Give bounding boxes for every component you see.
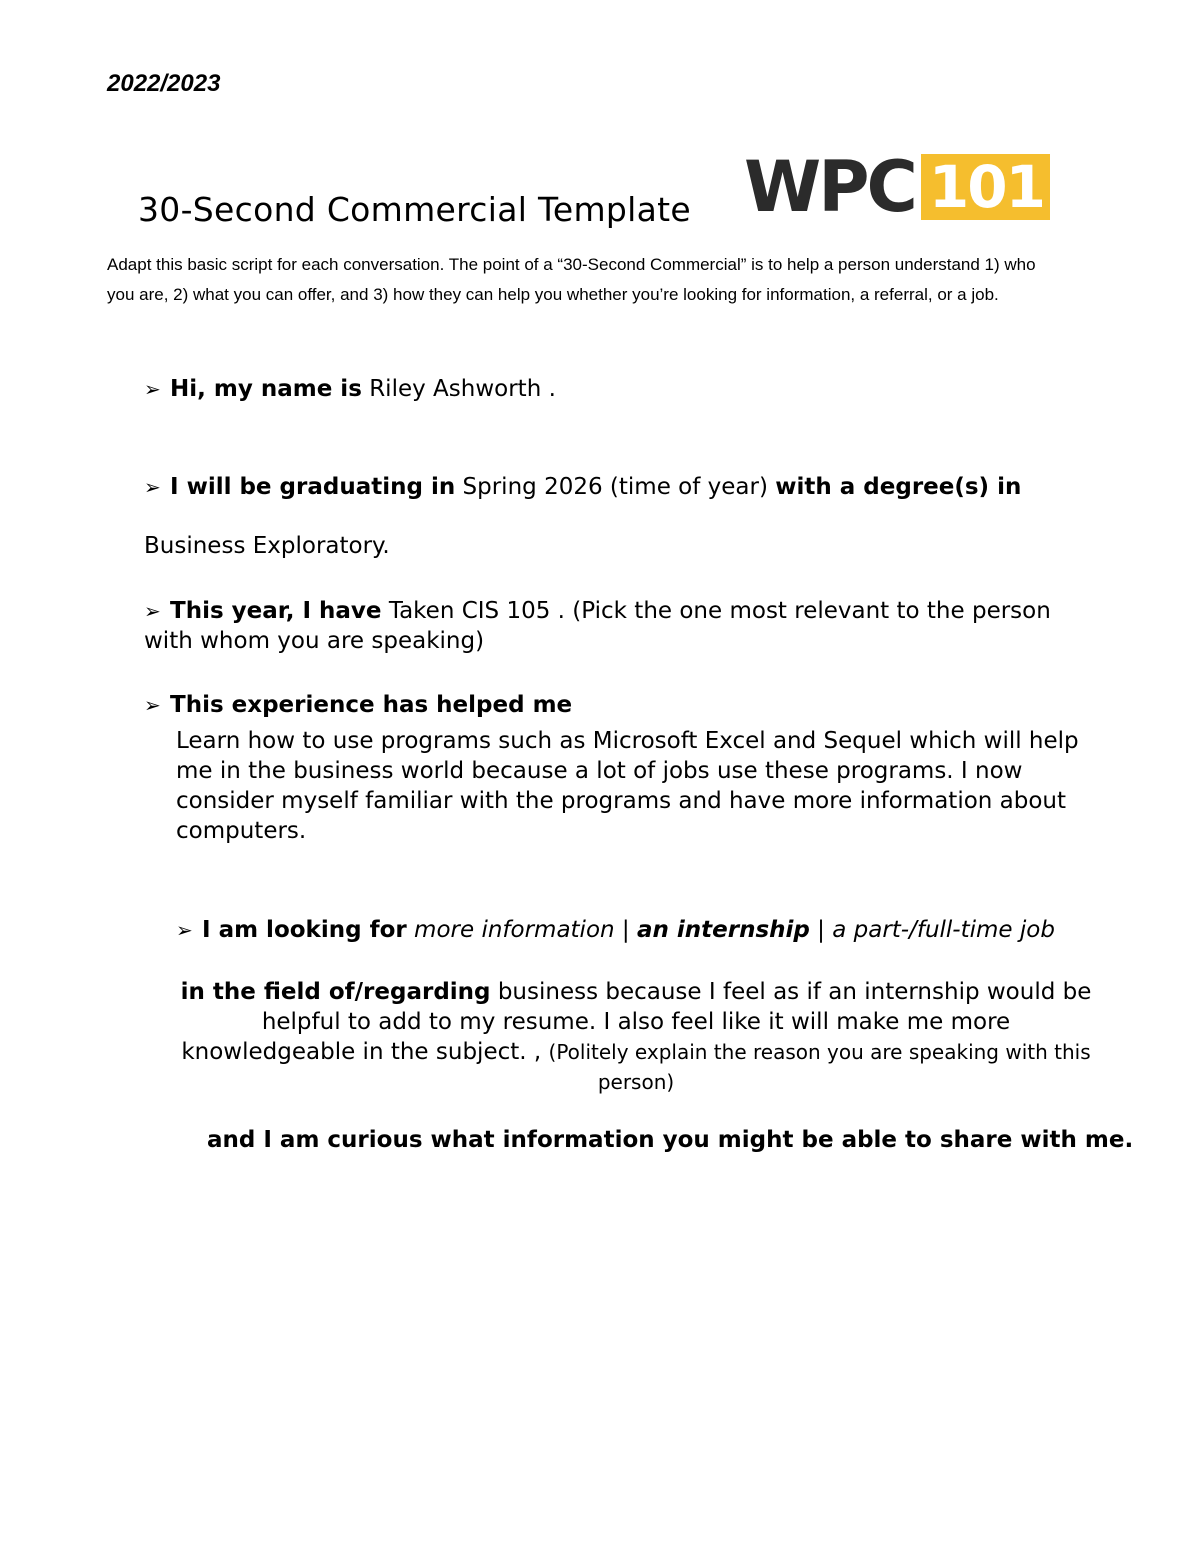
field-paragraph xyxy=(176,977,1096,1097)
page-title: 30-Second Commercial Template xyxy=(138,190,691,229)
looking-prefix: I am looking for xyxy=(202,917,407,943)
wpc101-logo xyxy=(744,146,1050,228)
option-internship: an internship xyxy=(636,917,810,943)
arrow-bullet-icon: ➢ xyxy=(144,693,161,717)
this-year-value: Taken CIS 105 . xyxy=(388,598,565,624)
degree-prefix: with a degree(s) in xyxy=(775,474,1022,500)
graduation-hint: (time of year) xyxy=(609,474,768,500)
arrow-bullet-icon: ➢ xyxy=(176,918,193,942)
this-year-hint-cont: with whom you are speaking) xyxy=(144,628,485,654)
graduation-line xyxy=(144,472,1021,502)
looking-line xyxy=(176,915,1055,945)
degree-value: Business Exploratory. xyxy=(144,533,390,559)
option-separator: | xyxy=(621,917,630,943)
this-year-prefix: This year, I have xyxy=(170,598,382,624)
logo-wpc-text: WPC xyxy=(744,146,915,228)
field-text: business because I feel as if an internship would be helpful to add to my resume. I also feel like it will make me more knowledgeable in the subject. , xyxy=(181,979,1092,1065)
experience-text: Learn how to use programs such as Microsoft Excel and Sequel which will help me in the business world because a lot of jobs use these programs. I now consider myself familiar with the programs and have more information about computers. xyxy=(176,728,1079,844)
this-year-line xyxy=(144,596,1051,626)
field-prefix: in the field of/regarding xyxy=(180,979,491,1005)
experience-heading-line xyxy=(144,690,572,720)
graduation-value: Spring 2026 xyxy=(462,474,603,500)
experience-heading: This experience has helped me xyxy=(170,692,573,718)
field-hint: (Politely explain the reason you are speaking with this person) xyxy=(548,1040,1091,1094)
this-year-hint: (Pick the one most relevant to the person xyxy=(572,598,1051,624)
closing-line: and I am curious what information you might be able to share with me. xyxy=(207,1127,1134,1153)
name-line xyxy=(144,374,556,404)
document-year: 2022/2023 xyxy=(107,70,221,97)
arrow-bullet-icon: ➢ xyxy=(144,377,161,401)
name-value: Riley Ashworth . xyxy=(369,376,556,402)
arrow-bullet-icon: ➢ xyxy=(144,475,161,499)
arrow-bullet-icon: ➢ xyxy=(144,599,161,623)
option-more-information: more information xyxy=(414,917,615,943)
intro-paragraph: Adapt this basic script for each conversation. The point of a “30-Second Commercial” is to help a person understand 1) who you are, 2) what you can offer, and 3) how they can help you whether you’re looking for information, a referral, or a job. xyxy=(107,255,1036,304)
option-job: a part-/full-time job xyxy=(832,917,1055,943)
graduation-prefix: I will be graduating in xyxy=(170,474,456,500)
option-separator: | xyxy=(817,917,825,943)
name-prefix: Hi, my name is xyxy=(170,376,362,402)
logo-101-badge: 101 xyxy=(921,154,1050,220)
